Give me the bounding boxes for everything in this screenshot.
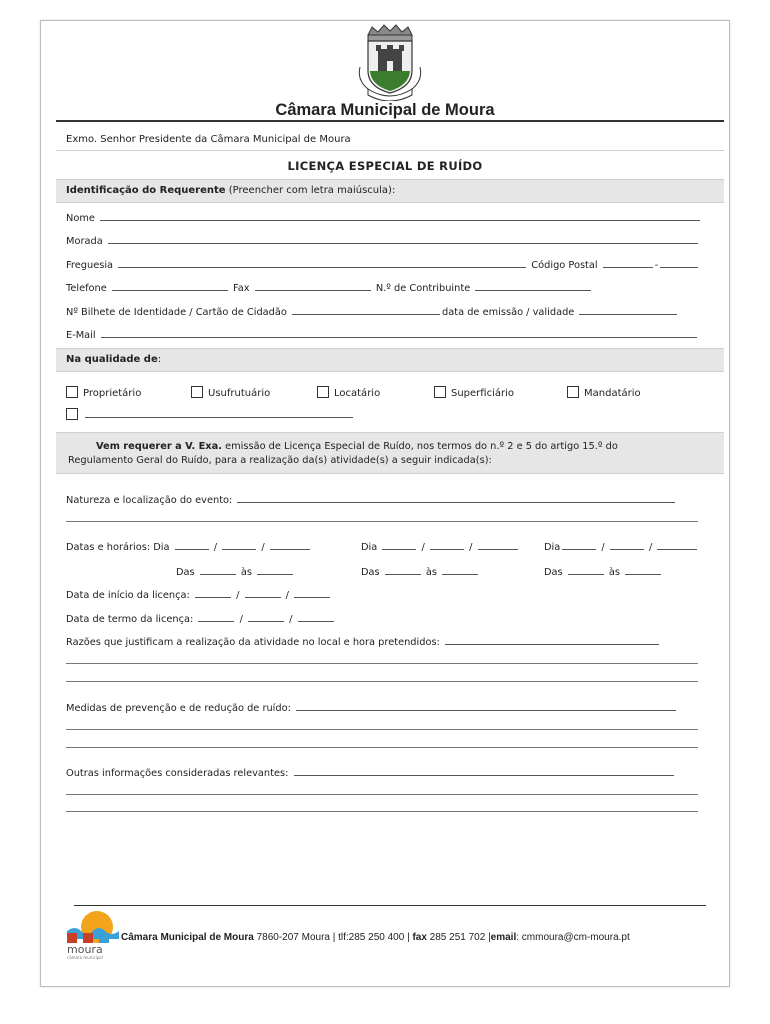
start-date-row: Data de início da licença: / / xyxy=(66,588,332,601)
addressee: Exmo. Senhor Presidente da Câmara Municipal de Moura xyxy=(66,134,351,145)
dates-row: Datas e horários: Dia / / xyxy=(66,540,312,553)
option-usufructuary[interactable]: Usufrutuário xyxy=(191,386,270,399)
phone-field[interactable] xyxy=(112,281,228,291)
request-band xyxy=(56,432,724,474)
checkbox-other[interactable] xyxy=(66,408,78,420)
footer-divider xyxy=(74,905,706,906)
parish-row: Freguesia Código Postal - xyxy=(66,258,700,271)
hours3-from-field[interactable] xyxy=(568,565,604,575)
name-field[interactable] xyxy=(100,211,700,221)
hours1-from-field[interactable] xyxy=(200,565,236,575)
council-name: Câmara Municipal de Moura xyxy=(275,101,495,119)
email-row: E-Mail xyxy=(66,328,699,341)
request-line1: emissão de Licença Especial de Ruído, nos termos do n.º 2 e 5 do artigo 15.º do xyxy=(221,441,618,452)
issue-date-field[interactable] xyxy=(579,305,677,315)
contacts-row: Telefone Fax N.º de Contribuinte xyxy=(66,281,593,294)
id-row: Nº Bilhete de Identidade / Cartão de Cidadão data de emissão / validade xyxy=(66,305,679,318)
option-owner[interactable]: Proprietário xyxy=(66,386,141,399)
nature-row: Natureza e localização do evento: xyxy=(66,493,677,506)
other-info-extra-line-2[interactable] xyxy=(66,811,698,812)
footer-contacts: Câmara Municipal de Moura 7860-207 Moura | tlf:285 250 400 | fax 285 251 702 |email: cmmoura@cm-moura.pt xyxy=(121,932,630,943)
checkbox-owner[interactable] xyxy=(66,386,78,398)
checkbox-usufructuary[interactable] xyxy=(191,386,203,398)
date3-year-field[interactable] xyxy=(657,540,697,550)
end-date-row: Data de termo da licença: / / xyxy=(66,612,336,625)
measures-row: Medidas de prevenção e de redução de ruído: xyxy=(66,701,678,714)
postal-code-suffix-field[interactable] xyxy=(660,258,698,268)
date1-year-field[interactable] xyxy=(270,540,310,550)
hours-row-3: Das às xyxy=(544,565,663,578)
identification-band xyxy=(56,179,724,203)
dates-row-2: Dia / / xyxy=(361,540,520,553)
name-row: Nome xyxy=(66,211,702,224)
footer-email[interactable]: : cmmoura@cm-moura.pt xyxy=(516,932,630,943)
option-other[interactable] xyxy=(66,408,355,421)
hours2-from-field[interactable] xyxy=(385,565,421,575)
reasons-extra-line-1[interactable] xyxy=(66,663,698,664)
measures-extra-line-1[interactable] xyxy=(66,729,698,730)
date1-day-field[interactable] xyxy=(175,540,209,550)
checkbox-representative[interactable] xyxy=(567,386,579,398)
logo-subtitle: câmara municipal xyxy=(67,955,103,960)
header-divider xyxy=(56,120,724,122)
measures-field[interactable] xyxy=(296,701,676,711)
coat-of-arms-icon xyxy=(354,23,426,101)
logo-wordmark: moura xyxy=(67,943,103,956)
nature-extra-line[interactable] xyxy=(66,521,698,522)
checkbox-tenant[interactable] xyxy=(317,386,329,398)
option-surface-holder[interactable]: Superficiário xyxy=(434,386,514,399)
capacity-heading: Na qualidade de xyxy=(66,354,158,365)
capacity-band: Na qualidade de: xyxy=(56,348,724,372)
taxpayer-field[interactable] xyxy=(475,281,591,291)
hours2-to-field[interactable] xyxy=(442,565,478,575)
address-field[interactable] xyxy=(108,234,698,244)
reasons-extra-line-2[interactable] xyxy=(66,681,698,682)
other-capacity-field[interactable] xyxy=(85,408,353,418)
other-info-row: Outras informações consideradas relevantes: xyxy=(66,766,676,779)
date2-year-field[interactable] xyxy=(478,540,518,550)
start-year-field[interactable] xyxy=(294,588,330,598)
reasons-row: Razões que justificam a realização da atividade no local e hora pretendidos: xyxy=(66,635,661,648)
identification-heading: Identificação do Requerente xyxy=(66,185,226,196)
form-title: LICENÇA ESPECIAL DE RUÍDO xyxy=(287,159,483,173)
form-page xyxy=(40,20,730,987)
address-row: Morada xyxy=(66,234,700,247)
fax-field[interactable] xyxy=(255,281,371,291)
moura-logo-icon xyxy=(63,909,121,961)
option-tenant[interactable]: Locatário xyxy=(317,386,380,399)
date3-day-field[interactable] xyxy=(562,540,596,550)
identification-note: (Preencher com letra maiúscula): xyxy=(225,185,396,196)
divider xyxy=(56,150,724,151)
reasons-field[interactable] xyxy=(445,635,659,645)
option-representative[interactable]: Mandatário xyxy=(567,386,641,399)
nature-field[interactable] xyxy=(237,493,675,503)
dates-row-3: Dia / / xyxy=(544,540,699,553)
hours1-to-field[interactable] xyxy=(257,565,293,575)
date1-month-field[interactable] xyxy=(222,540,256,550)
hours3-to-field[interactable] xyxy=(625,565,661,575)
checkbox-surface-holder[interactable] xyxy=(434,386,446,398)
end-month-field[interactable] xyxy=(248,612,284,622)
footer-org: Câmara Municipal de Moura xyxy=(121,932,254,943)
start-month-field[interactable] xyxy=(245,588,281,598)
request-intro: Vem requerer a V. Exa. xyxy=(96,441,222,452)
date2-month-field[interactable] xyxy=(430,540,464,550)
parish-field[interactable] xyxy=(118,258,526,268)
end-day-field[interactable] xyxy=(198,612,234,622)
hours-row-1: Das às xyxy=(176,565,295,578)
id-number-field[interactable] xyxy=(292,305,440,315)
request-line2: Regulamento Geral do Ruído, para a realização da(s) atividade(s) a seguir indicada(s): xyxy=(68,455,492,466)
postal-code-field[interactable] xyxy=(603,258,653,268)
end-year-field[interactable] xyxy=(298,612,334,622)
hours-row-2: Das às xyxy=(361,565,480,578)
email-field[interactable] xyxy=(101,328,697,338)
date3-month-field[interactable] xyxy=(610,540,644,550)
start-day-field[interactable] xyxy=(195,588,231,598)
other-info-extra-line-1[interactable] xyxy=(66,794,698,795)
date2-day-field[interactable] xyxy=(382,540,416,550)
other-info-field[interactable] xyxy=(294,766,674,776)
measures-extra-line-2[interactable] xyxy=(66,747,698,748)
